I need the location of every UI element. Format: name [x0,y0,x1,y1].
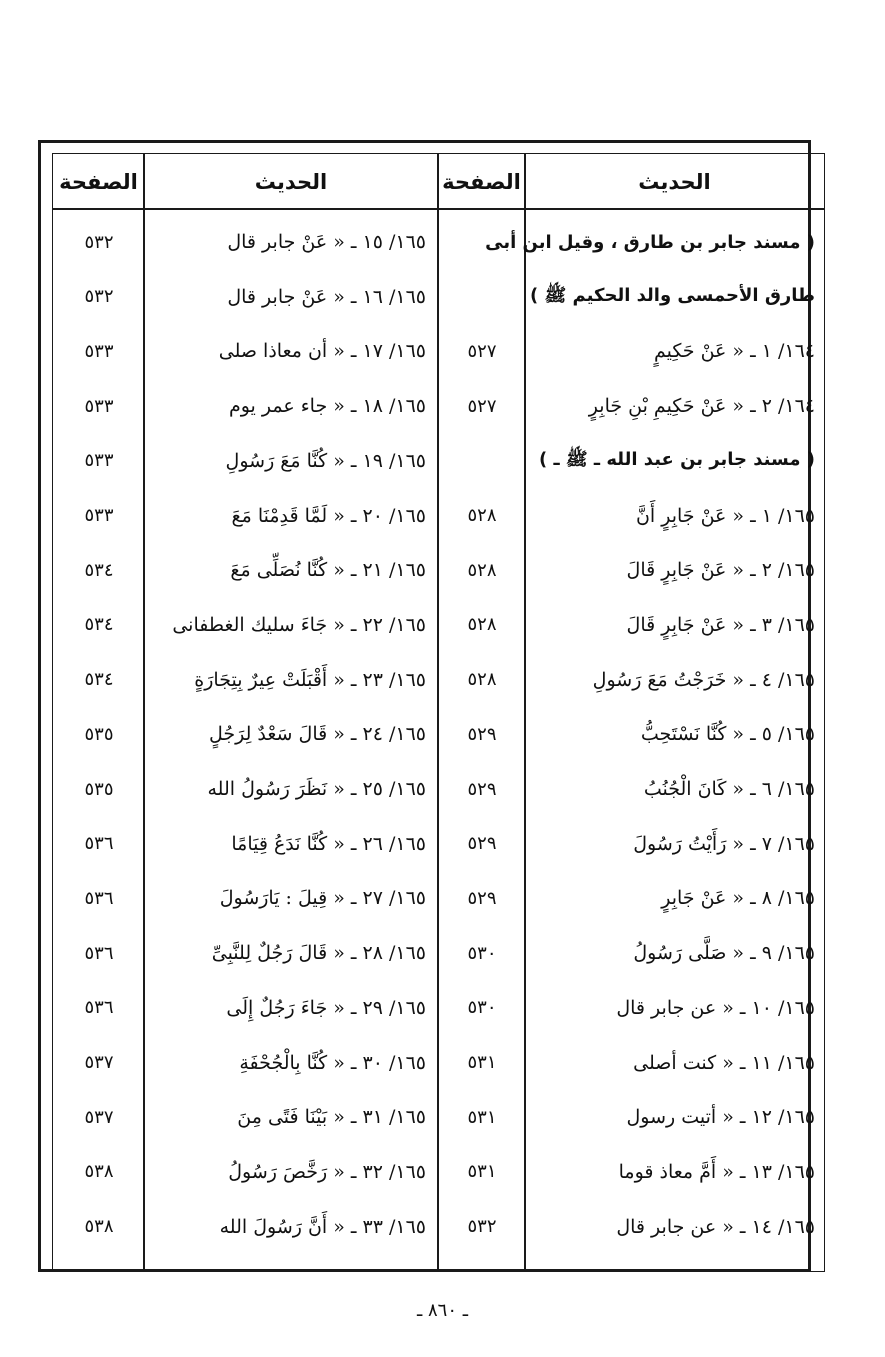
right-page-number: ٥٢٨ [467,505,497,526]
left-hadith-entry: ١٦٥/ ٢٥ ـ « نَظَرَ رَسُولُ الله [207,778,426,800]
right-hadith-entry: ١٦٤/ ١ ـ « عَنْ حَكِيمٍ [653,340,815,363]
right-page-number [440,277,524,317]
left-page-number: ٥٣٧ [84,1106,114,1128]
left-page-number: ٥٣٦ [84,997,114,1019]
header-left-page: الصفحة [59,170,138,194]
right-page-number: ٥٢٩ [467,723,497,745]
right-hadith-entry: ( مسند جابر بن عبد الله ـ ﷺ ـ ) [539,448,815,470]
left-page-number: ٥٣٣ [84,340,114,362]
right-page-number: ٥٣٢ [467,1216,497,1238]
right-page-number: ٥٣١ [467,1106,497,1128]
left-page-number: ٥٣٦ [84,833,114,855]
left-hadith-entry: ١٦٥/ ٢١ ـ « كُنَّا نُصَلِّى مَعَ [230,559,426,582]
right-hadith-entry: ١٦٥/ ١٤ ـ « عن جابر قال [616,1215,815,1238]
left-hadith-entry: ١٦٥/ ١٨ ـ « جاء عمر يوم [228,395,426,418]
right-page-number: ٥٣١ [467,1161,497,1183]
left-page-number: ٥٣٥ [84,723,114,745]
header-divider [52,208,825,210]
left-page-number: ٥٣٨ [84,1161,114,1183]
right-hadith-entry: ١٦٥/ ٧ ـ « رَأَيْتُ رَسُولَ [633,832,815,855]
right-page-number: ٥٣٠ [467,942,497,964]
left-page-number: ٥٣٥ [84,778,114,800]
right-hadith-entry: ١٦٥/ ٢ ـ « عَنْ جَابِرٍ قَالَ [626,559,815,582]
right-hadith-entry: ١٦٥/ ٥ ـ « كُنَّا نَسْتَحِبُّ [640,723,815,746]
left-hadith-entry: ١٦٥/ ٣٣ ـ « أَنَّ رَسُولَ الله [219,1215,426,1238]
header-right-hadith: الحديث [638,170,711,194]
right-page-number: ٥٢٨ [467,669,497,691]
right-hadith-entry: طارق الأحمسى والد الحكيم ﷺ ) [530,284,815,306]
column-divider [143,153,145,1272]
right-hadith-entry: ( مسند جابر بن طارق ، وقيل ابن أبى [485,231,815,253]
right-page-number: ٥٢٩ [467,833,497,855]
left-hadith-entry: ١٦٥/ ٢٨ ـ « قَالَ رَجُلٌ لِلنَّبِىِّ [211,942,426,965]
right-page-number: ٥٣١ [467,1052,497,1073]
left-hadith-entry: ١٦٥/ ٢٠ ـ « لَمَّا قَدِمْنَا مَعَ [231,504,426,527]
right-page-number: ٥٢٧ [467,395,497,417]
left-page-number: ٥٣٣ [84,450,114,472]
left-hadith-entry: ١٦٥/ ٢٣ ـ « أَقْبَلَتْ عِيرٌ بِتِجَارَةٍ [194,668,426,691]
left-hadith-entry: ١٦٥/ ١٥ ـ « عَنْ جابر قال [227,231,426,253]
left-hadith-entry: ١٦٥/ ٢٤ ـ « قَالَ سَعْدٌ لِرَجُلٍ [208,723,426,746]
column-divider [524,153,526,1272]
right-hadith-entry: ١٦٥/ ٩ ـ « صَلَّى رَسُولُ [633,942,815,965]
left-page-number: ٥٣٣ [84,395,114,417]
left-page-number: ٥٣٦ [84,942,114,964]
right-page-number: ٥٢٨ [467,614,497,636]
right-hadith-entry: ١٦٥/ ١٢ ـ « أتيت رسول [626,1106,815,1129]
header-right-page: الصفحة [442,170,521,194]
column-divider [437,153,439,1272]
left-hadith-entry: ١٦٥/ ٢٦ ـ « كُنَّا نَدَعُ قِيَامًا [231,832,426,855]
left-hadith-entry: ١٦٥/ ٢٢ ـ « جَاءَ سليك الغطفانى [172,613,426,636]
right-hadith-entry: ١٦٥/ ٤ ـ « خَرَجْتُ مَعَ رَسُولِ [592,668,815,691]
right-hadith-entry: ١٦٥/ ٦ ـ « كَانَ الْجُنُبُ [643,778,815,800]
right-page-number [440,441,524,481]
left-page-number: ٥٣٧ [84,1052,114,1073]
left-page-number: ٥٣٢ [84,286,114,308]
left-hadith-entry: ١٦٥/ ٢٩ ـ « جَاءَ رَجُلٌ إِلَى [226,996,426,1019]
left-hadith-entry: ١٦٥/ ١٧ ـ « أن معاذا صلى [218,340,426,363]
left-page-number: ٥٣٣ [84,505,114,526]
right-page-number: ٥٣٠ [467,997,497,1019]
left-page-number: ٥٣٤ [84,614,114,636]
header-left-hadith: الحديث [254,170,328,194]
right-page-number: ٥٢٩ [467,887,497,909]
left-hadith-entry: ١٦٥/ ١٦ ـ « عَنْ جابر قال [227,285,426,308]
left-page-number: ٥٣٤ [84,559,114,581]
left-page-number: ٥٣٢ [84,231,114,253]
right-hadith-entry: ١٦٥/ ١١ ـ « كنت أصلى [633,1051,815,1074]
page-number: ـ ٨٦٠ ـ [416,1300,468,1321]
left-hadith-entry: ١٦٥/ ٣١ ـ « بَيْنَا فَتًى مِنَ [237,1106,426,1129]
right-hadith-entry: ١٦٤/ ٢ ـ « عَنْ حَكِيمِ بْنِ جَابِرٍ [588,395,815,418]
right-page-number: ٥٢٨ [467,559,497,581]
right-page-number [440,222,524,262]
left-page-number: ٥٣٦ [84,887,114,909]
left-hadith-entry: ١٦٥/ ٢٧ ـ « قِيلَ : يَارَسُولَ [219,887,426,910]
left-page-number: ٥٣٨ [84,1216,114,1238]
right-hadith-entry: ١٦٥/ ٨ ـ « عَنْ جَابِرٍ [661,887,815,910]
left-hadith-entry: ١٦٥/ ٣٠ ـ « كُنَّا بِالْجُحْفَةِ [239,1051,426,1074]
right-page-number: ٥٢٧ [467,340,497,362]
right-hadith-entry: ١٦٥/ ١ ـ « عَنْ جَابِرٍ أَنَّ [635,504,815,527]
left-hadith-entry: ١٦٥/ ١٩ ـ « كُنَّا مَعَ رَسُولِ [225,449,426,472]
right-page-number: ٥٢٩ [467,778,497,800]
left-hadith-entry: ١٦٥/ ٣٢ ـ « رَخَّصَ رَسُولُ [228,1160,426,1183]
left-page-number: ٥٣٤ [84,669,114,691]
right-hadith-entry: ١٦٥/ ١٠ ـ « عن جابر قال [616,996,815,1019]
right-hadith-entry: ١٦٥/ ١٣ ـ « أَمَّ معاذ قوما [618,1160,815,1183]
right-hadith-entry: ١٦٥/ ٣ ـ « عَنْ جَابِرٍ قَالَ [626,613,815,636]
